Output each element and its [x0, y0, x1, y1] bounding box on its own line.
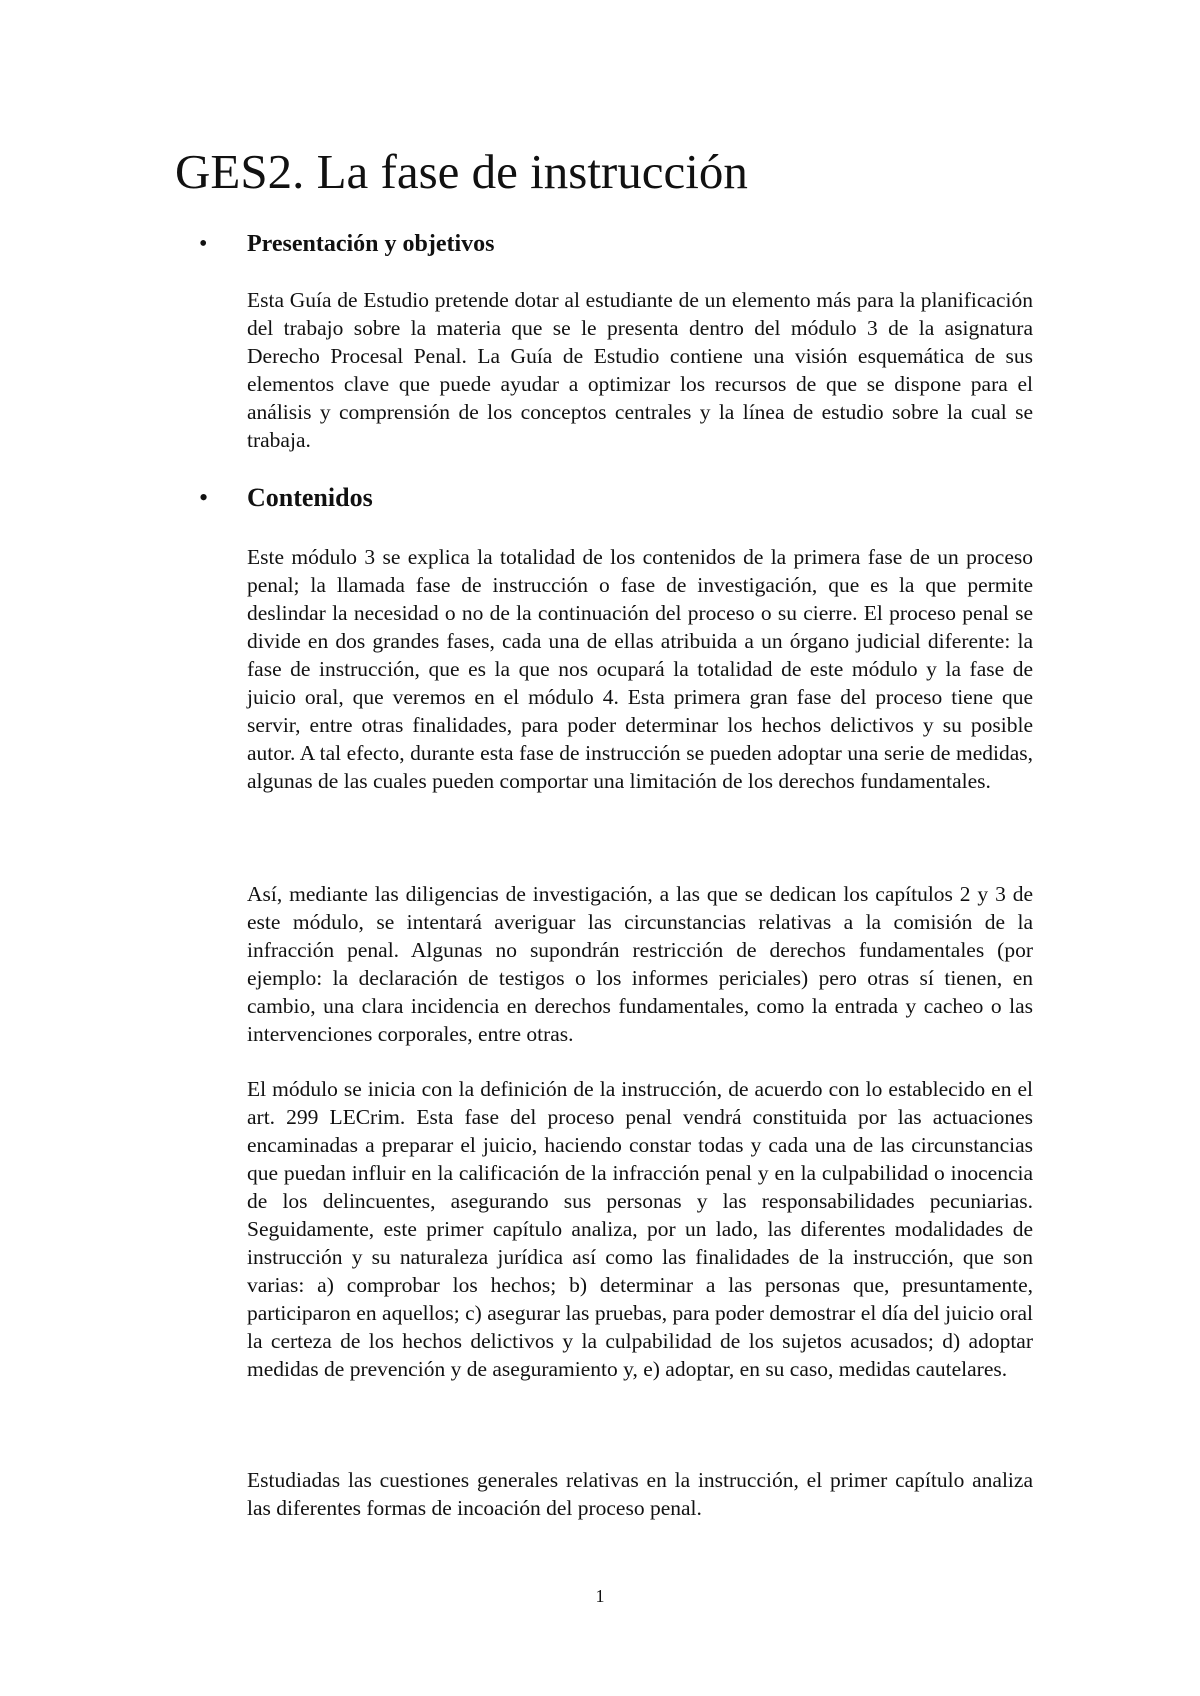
section-heading-contenidos — [199, 481, 373, 515]
document-title: GES2. La fase de instrucción — [175, 144, 748, 199]
paragraph: Así, mediante las diligencias de investigación, a las que se dedican los capítulos 2 y 3 de este módulo, se intentará averiguar las circunstancias relativas a la comisión de la infracción penal. Algunas no supondrán restricción de derechos fundamentales (por ejemplo: la declaración de testigos o los informes periciales) pero otras sí tienen, en cambio, una clara incidencia en derechos fundamentales, como la entrada y cacheo o las intervenciones corporales, entre otras. — [247, 882, 1033, 1046]
paragraph: Estudiadas las cuestiones generales relativas en la instrucción, el primer capítulo analiza las diferentes formas de incoación del proceso penal. — [247, 1468, 1033, 1520]
paragraph: El módulo se inicia con la definición de la instrucción, de acuerdo con lo establecido en el art. 299 LECrim. Esta fase del proceso penal vendrá constituida por las actuaciones encaminadas a preparar el juicio, haciendo constar todas y cada una de las circunstancias que puedan influir en la calificación de la infracción penal y en la culpabilidad o inocencia de los delincuentes, asegurando sus personas y las responsabilidades pecuniarias. Seguidamente, este primer capítulo analiza, por un lado, las diferentes modalidades de instrucción y su naturaleza jurídica así como las finalidades de la instrucción, que son varias: a) comprobar los hechos; b) determinar a las personas que, presuntamente, participaron en aquellos; c) asegurar las pruebas, para poder demostrar el día del juicio oral la certeza de los hechos delictivos y la culpabilidad de los sujetos acusados; d) adoptar medidas de prevención y de aseguramiento y, e) adoptar, en su caso, medidas cautelares. — [247, 1077, 1033, 1381]
bullet-icon: • — [199, 483, 209, 512]
section-heading-label: Presentación y objetivos — [247, 231, 495, 257]
section-heading-label: Contenidos — [247, 483, 373, 512]
paragraph: Este módulo 3 se explica la totalidad de los contenidos de la primera fase de un proceso penal; la llamada fase de instrucción o fase de investigación, que es la que permite deslindar la necesidad o no de la continuación del proceso o su cierre. El proceso penal se divide en dos grandes fases, cada una de ellas atribuida a un órgano judicial diferente: la fase de instrucción, que es la que nos ocupará la totalidad de este módulo y la fase de juicio oral, que veremos en el módulo 4. Esta primera gran fase del proceso tiene que servir, entre otras finalidades, para poder determinar los hechos delictivos y su posible autor. A tal efecto, durante esta fase de instrucción se pueden adoptar una serie de medidas, algunas de las cuales pueden comportar una limitación de los derechos fundamentales. — [247, 545, 1033, 793]
page-number: 1 — [595, 1586, 605, 1606]
paragraph: Esta Guía de Estudio pretende dotar al estudiante de un elemento más para la planificación del trabajo sobre la materia que se le presenta dentro del módulo 3 de la asignatura Derecho Procesal Penal. La Guía de Estudio contiene una visión esquemática de sus elementos clave que puede ayudar a optimizar los recursos de que se dispone para el análisis y comprensión de los conceptos centrales y la línea de estudio sobre la cual se trabaja. — [247, 288, 1033, 452]
bullet-icon: • — [199, 231, 208, 257]
section-heading-presentacion — [199, 228, 495, 260]
